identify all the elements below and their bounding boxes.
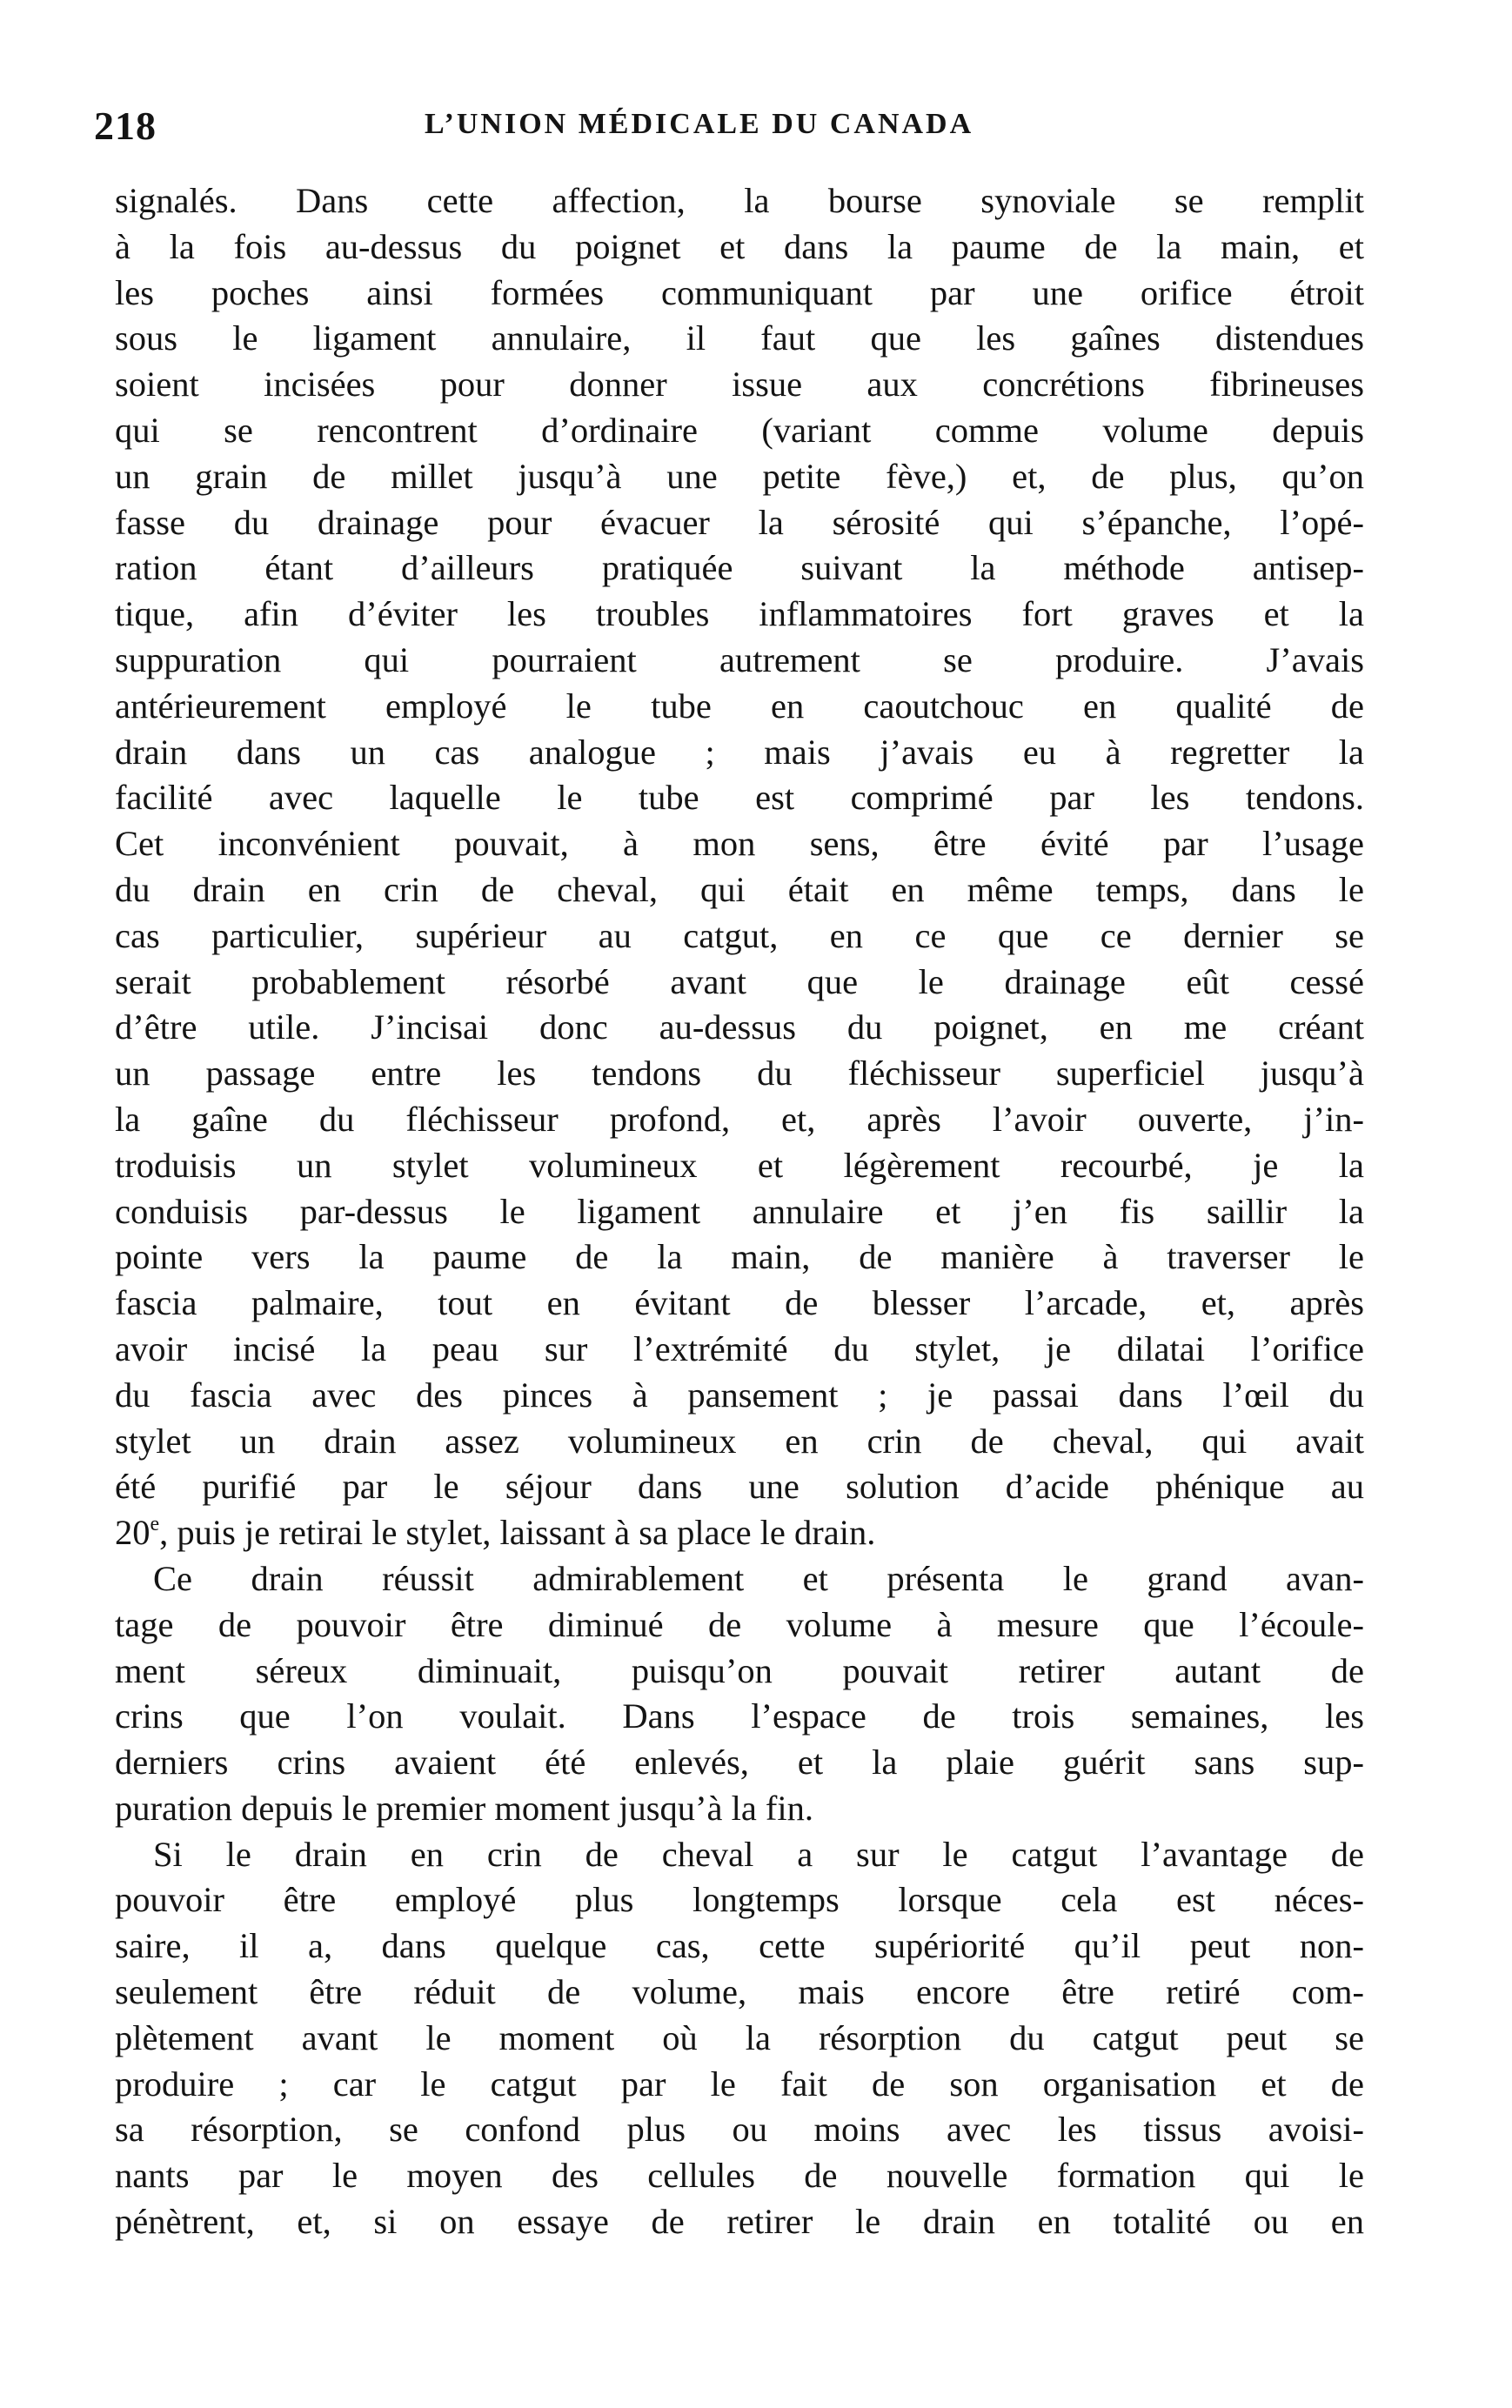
text-line: plètement avant le moment où la résorption du catgut peut se [115,2017,1364,2057]
body-text [115,178,1364,2245]
text-line: pénètrent, et, si on essaye de retirer le drain en totalité ou en [115,2202,1364,2242]
page-number: 218 [94,104,157,148]
text-line: stylet un drain assez volumineux en crin de cheval, qui avait [115,1421,1364,1461]
text-line: serait probablement résorbé avant que le drainage eût cessé [115,961,1364,1001]
text-line: du drain en crin de cheval, qui était en même temps, dans le [115,869,1364,909]
text-line: ration étant d’ailleurs pratiquée suivant la méthode antisep- [115,548,1364,588]
text-line: la gaîne du fléchisseur profond, et, après l’avoir ouverte, j’in- [115,1099,1364,1139]
text-line: un passage entre les tendons du fléchisseur superficiel jusqu’à [115,1054,1364,1094]
text-line: du fascia avec des pinces à pansement ; je passai dans l’œil du [115,1375,1364,1415]
text-line: crins que l’on voulait. Dans l’espace de trois semaines, les [115,1696,1364,1736]
text-line: saire, il a, dans quelque cas, cette supériorité qu’il peut non- [115,1926,1364,1966]
text-line: fasse du drainage pour évacuer la sérosité qui s’épanche, l’opé- [115,502,1364,542]
text-line: suppuration qui pourraient autrement se produire. J’avais [115,639,1364,679]
text-line: facilité avec laquelle le tube est comprimé par les tendons. [115,778,1364,818]
text-line: tique, afin d’éviter les troubles inflammatoires fort graves et la [115,594,1364,634]
paragraph [115,1556,1364,1832]
text-line: nants par le moyen des cellules de nouvelle formation qui le [115,2156,1364,2196]
text-line: produire ; car le catgut par le fait de son organisation et de [115,2064,1364,2104]
text-line: cas particulier, supérieur au catgut, en ce que ce dernier se [115,915,1364,955]
text-line: les poches ainsi formées communiquant par une orifice étroit [115,272,1364,312]
text-line: signalés. Dans cette affection, la bourse synoviale se remplit [115,181,1364,220]
text-line: sa résorption, se confond plus ou moins avec les tissus avoisi- [115,2110,1364,2150]
text-line: d’être utile. J’incisai donc au-dessus du poignet, en me créant [115,1007,1364,1047]
text-line: puration depuis le premier moment jusqu’à la fin. [115,1788,814,1828]
text-line: drain dans un cas analogue ; mais j’avais eu à regretter la [115,732,1364,772]
text-line: été purifié par le séjour dans une solution d’acide phénique au [115,1467,1364,1507]
text-line: conduisis par-dessus le ligament annulaire et j’en fis saillir la [115,1191,1364,1231]
text-fragment: , puis je retirai le stylet, laissant à sa place le drain. [159,1513,876,1553]
journal-title: L’UNION MÉDICALE DU CANADA [425,108,974,140]
text-line: qui se rencontrent d’ordinaire (variant comme volume depuis [115,410,1364,450]
text-line: pouvoir être employé plus longtemps lorsque cela est néces- [115,1880,1364,1920]
text-line: antérieurement employé le tube en caoutchouc en qualité de [115,686,1364,726]
text-line: Ce drain réussit admirablement et présenta le grand avan- [153,1558,1364,1598]
text-line: soient incisées pour donner issue aux concrétions fibrineuses [115,365,1364,405]
superscript: e [150,1513,160,1536]
text-line: tage de pouvoir être diminué de volume à mesure que l’écoule- [115,1604,1364,1644]
text-line: pointe vers la paume de la main, de manière à traverser le [115,1237,1364,1277]
text-line: à la fois au-dessus du poignet et dans la paume de la main, et [115,226,1364,266]
text-line: troduisis un stylet volumineux et légèrement recourbé, je la [115,1145,1364,1185]
text-line [115,1510,1364,1556]
text-fragment: 20 [115,1513,151,1553]
text-line: ment séreux diminuait, puisqu’on pouvait retirer autant de [115,1650,1364,1690]
text-line: avoir incisé la peau sur l’extrémité du stylet, je dilatai l’orifice [115,1328,1364,1368]
text-line: fascia palmaire, tout en évitant de blesser l’arcade, et, après [115,1283,1364,1323]
text-line: un grain de millet jusqu’à une petite fève,) et, de plus, qu’on [115,456,1364,496]
text-line: sous le ligament annulaire, il faut que les gaînes distendues [115,318,1364,358]
text-line: Cet inconvénient pouvait, à mon sens, être évité par l’usage [115,824,1364,864]
paragraph [115,178,1364,1556]
paragraph [115,1832,1364,2245]
text-line: seulement être réduit de volume, mais encore être retiré com- [115,1972,1364,2012]
text-line: Si le drain en crin de cheval a sur le catgut l’avantage de [153,1834,1364,1874]
text-line: derniers crins avaient été enlevés, et la plaie guérit sans sup- [115,1742,1364,1783]
running-head [94,103,1362,151]
